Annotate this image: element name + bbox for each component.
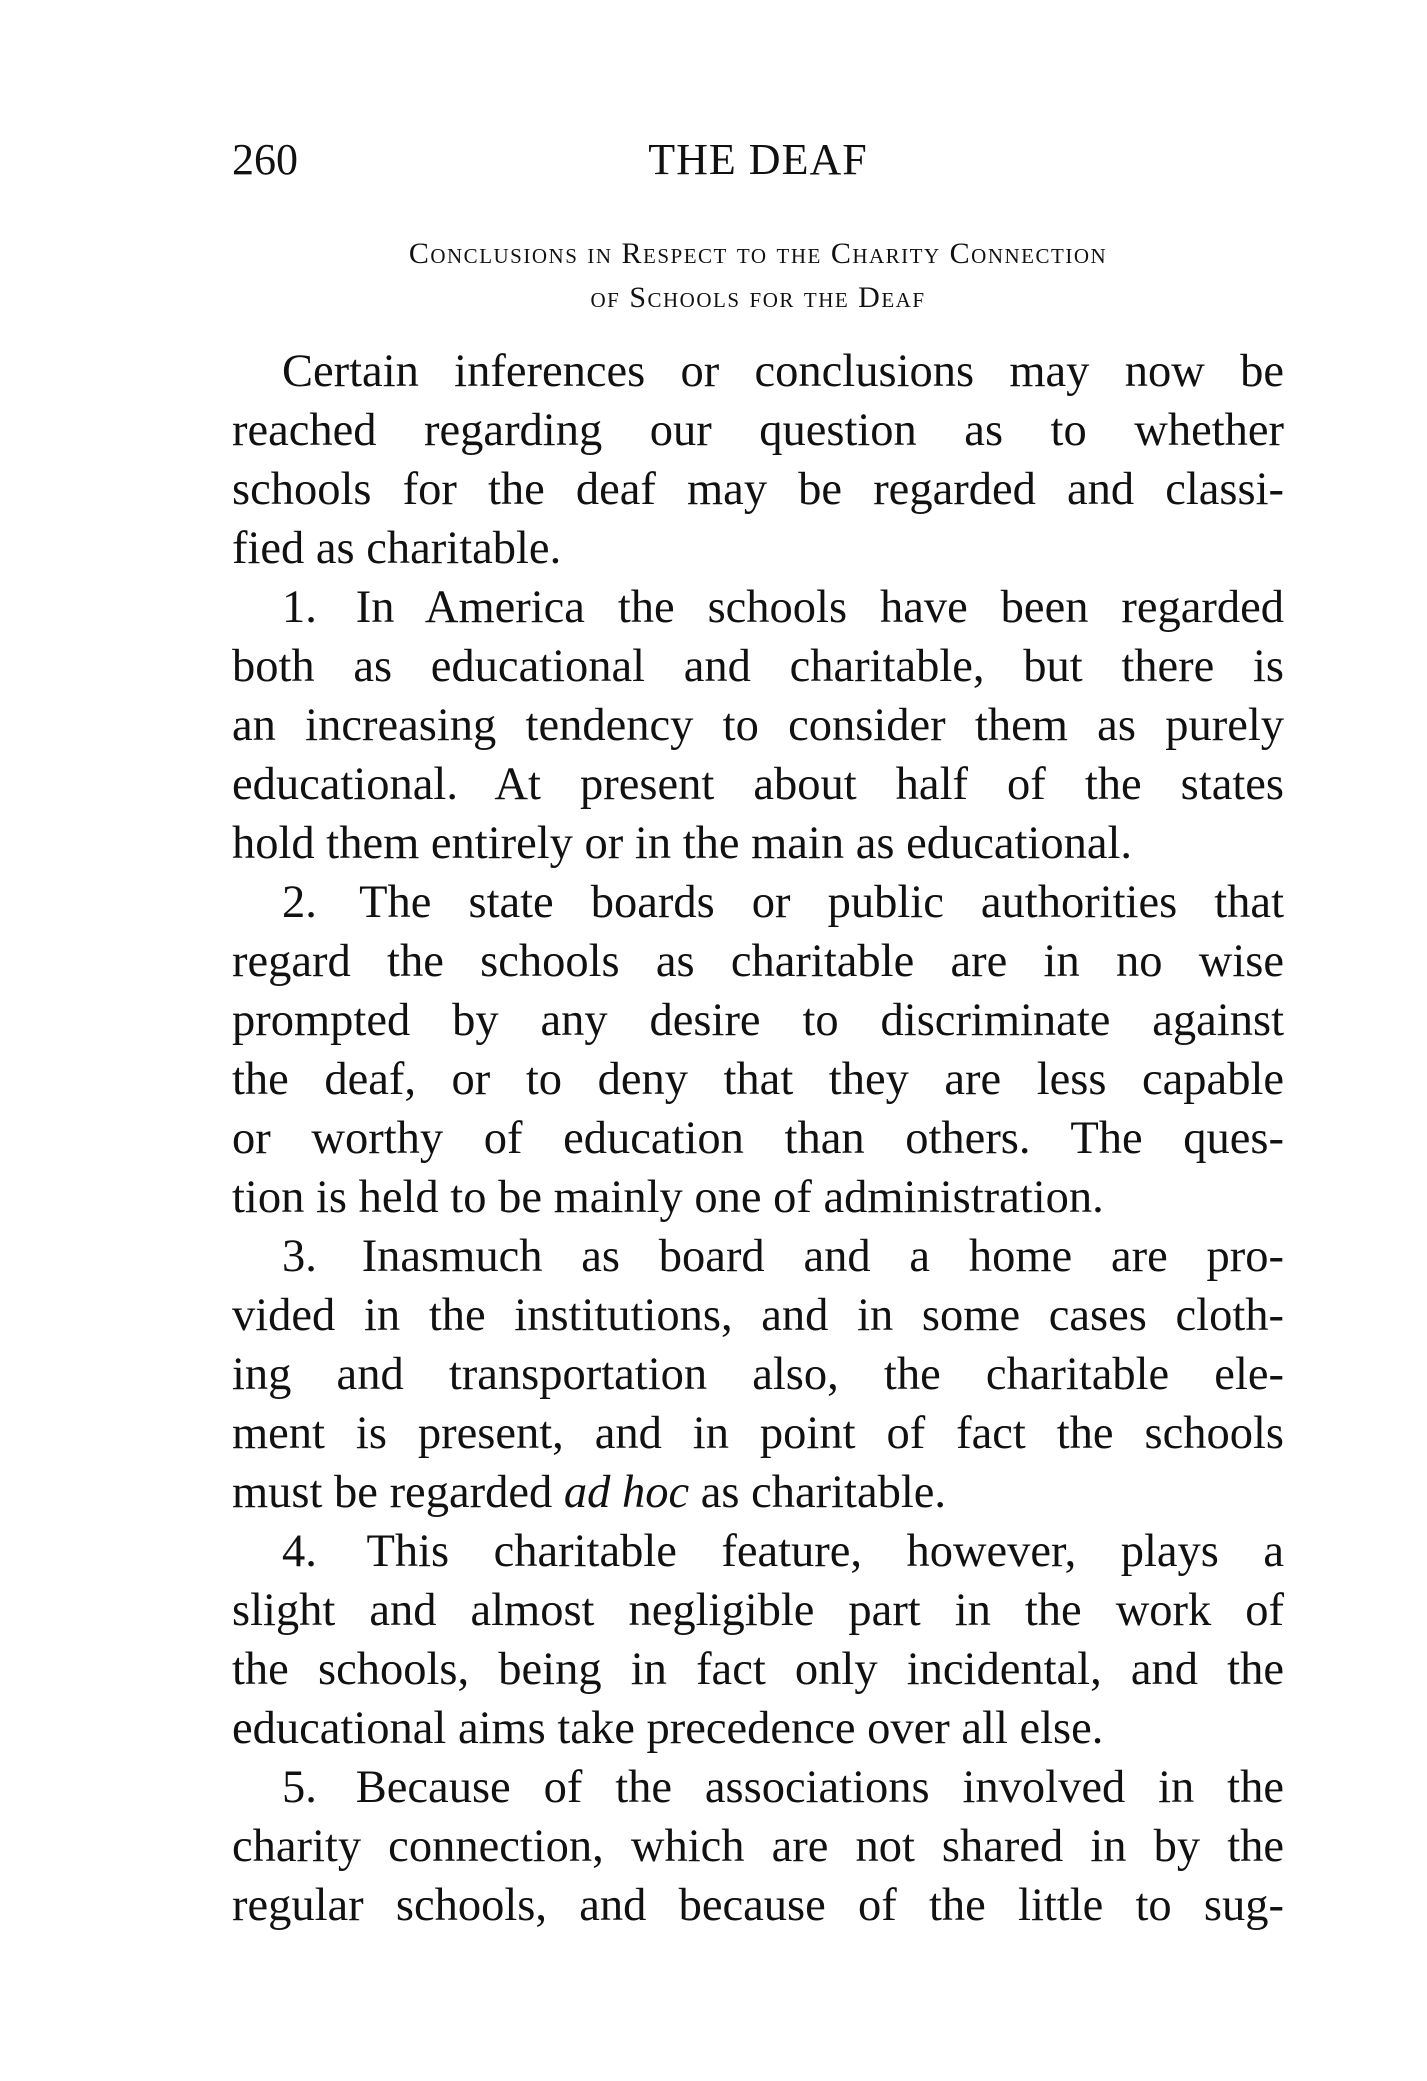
text-line: tion is held to be mainly one of administration. [232,1172,1104,1223]
conclusion-number: 1. [282,582,317,633]
text-line [232,1227,1284,1286]
conclusion-5 [232,1758,1284,1935]
text-line [232,1522,1284,1581]
text-line: ment is present, and in point of fact the schools [232,1408,1284,1459]
text-line: hold them entirely or in the main as educational. [232,818,1133,869]
text-line: the schools, being in fact only incidental, and the [232,1644,1284,1695]
running-title: THE DEAF [648,135,868,184]
conclusion-3 [232,1227,1284,1522]
text-line [232,1463,1284,1522]
text-line [232,578,1284,637]
text-line: prompted by any desire to discriminate against [232,995,1284,1046]
section-heading-line-2: of Schools for the Deaf [590,281,926,314]
text-line: the deaf, or to deny that they are less capable [232,1054,1284,1105]
section-heading [232,232,1284,320]
text-line: schools for the deaf may be regarded and classi- [232,464,1284,515]
conclusion-number: 5. [282,1762,317,1813]
line-text: The state boards or public authorities that [359,877,1284,928]
text-line: Certain inferences or conclusions may now be [282,346,1284,397]
text-line: educational aims take precedence over all else. [232,1703,1104,1754]
text-line: educational. At present about half of the states [232,759,1284,810]
line-text: must be regarded [232,1467,564,1518]
book-page [232,130,1284,1935]
conclusion-4 [232,1522,1284,1758]
text-line: both as educational and charitable, but there is [232,641,1284,692]
text-line: charity connection, which are not shared in by the [232,1821,1284,1872]
text-line [232,873,1284,932]
conclusion-number: 2. [282,877,317,928]
text-line: slight and almost negligible part in the work of [232,1585,1284,1636]
text-line: regular schools, and because of the little to sug- [232,1880,1284,1931]
line-text: as charitable. [689,1467,947,1518]
line-text: Inasmuch as board and a home are pro- [361,1231,1284,1282]
conclusion-number: 3. [282,1231,317,1282]
text-line: regard the schools as charitable are in no wise [232,936,1284,987]
running-head [232,130,1284,190]
body-text [232,342,1284,1935]
page-number: 260 [232,135,298,184]
line-text: This charitable feature, however, plays a [366,1526,1284,1577]
text-line: reached regarding our question as to whether [232,405,1284,456]
text-line: or worthy of education than others. The ques- [232,1113,1284,1164]
intro-paragraph [232,342,1284,578]
section-heading-line-1: Conclusions in Respect to the Charity Connection [408,237,1108,270]
line-text: In America the schools have been regarded [355,582,1285,633]
conclusion-number: 4. [282,1526,317,1577]
text-line: an increasing tendency to consider them as purely [232,700,1284,751]
text-line: fied as charitable. [232,523,562,574]
conclusion-1 [232,578,1284,873]
text-line: vided in the institutions, and in some cases cloth- [232,1290,1284,1341]
text-line [232,1758,1284,1817]
line-text: Because of the associations involved in the [355,1762,1284,1813]
conclusion-2 [232,873,1284,1227]
text-line: ing and transportation also, the charitable ele- [232,1349,1284,1400]
italic-phrase: ad hoc [563,1467,690,1518]
